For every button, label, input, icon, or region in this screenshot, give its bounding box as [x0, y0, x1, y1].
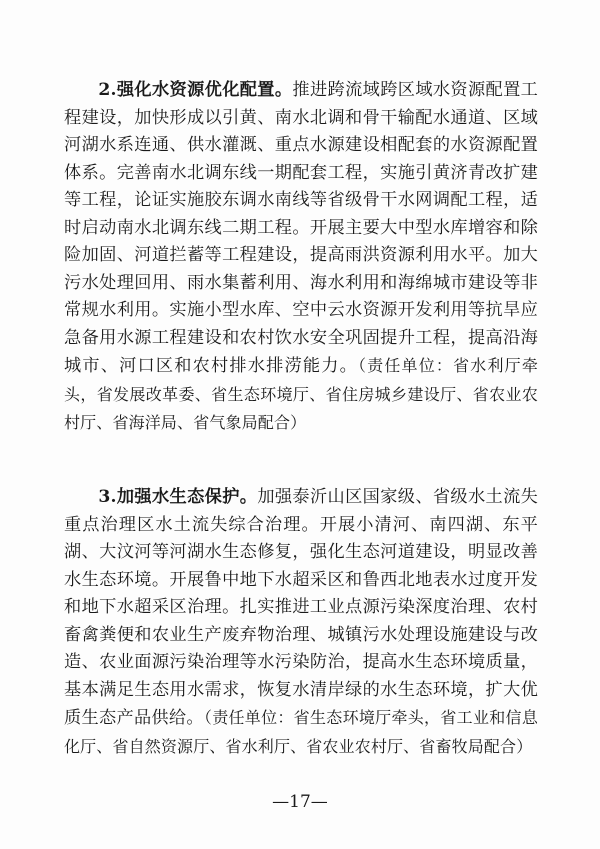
responsibility-note: （责任单位：省生态环境厅牵头，省工业和信息化厅、省自然资源厅、省水利厅、省农业农村厅、省畜牧局配合） [64, 708, 538, 756]
section-heading: 2.强化水资源优化配置。 [98, 80, 293, 100]
section-body: 推进跨流域跨区域水资源配置工程建设，加快形成以引黄、南水北调和骨干输配水通道、区域河湖水系连通、供水灌溉、重点水源建设相配套的水资源配置体系。完善南水北调东线一期配套工程，实施引黄济青改扩建等工程，论证实施胶东调水南线等省级骨干水网调配工程，适时启动南水北调东线二期工程。开展主要大中型水库增容和除险加固、河道拦蓄等工程建设，提高雨洪资源利用水平。加大污水处理回用、雨水集蓄利用、海水利用和海绵城市建设等非常规水利用。实施小型水库、空中云水资源开发利用等抗旱应急备用水源工程建设和农村饮水安全巩固提升工程，提高沿海城市、河口区和农村排水排涝能力。 [64, 80, 538, 376]
paragraph [64, 484, 538, 761]
section-water-resources-allocation [64, 77, 538, 438]
responsibility-note: （责任单位：省水利厅牵头，省发展改革委、省生态环境厅、省住房城乡建设厅、省农业农村厅、省海洋局、省气象局配合） [64, 356, 538, 432]
section-water-ecology-protection [64, 484, 538, 761]
section-heading: 3.加强水生态保护。 [98, 487, 258, 507]
page-number: —17— [272, 792, 328, 812]
section-body: 加强泰沂山区国家级、省级水土流失重点治理区水土流失综合治理。开展小清河、南四湖、东平湖、大汶河等河湖水生态修复，强化生态河道建设，明显改善水生态环境。开展鲁中地下水超采区和鲁西北地表水过度开发和地下水超采区治理。扎实推进工业点源污染深度治理、农村畜禽粪便和农业生产废弃物治理、城镇污水处理设施建设与改造、农业面源污染治理等水污染防治，提高水生态环境质量，基本满足生态用水需求，恢复水清岸绿的水生态环境，扩大优质生态产品供给。 [64, 487, 538, 728]
paragraph [64, 77, 538, 438]
